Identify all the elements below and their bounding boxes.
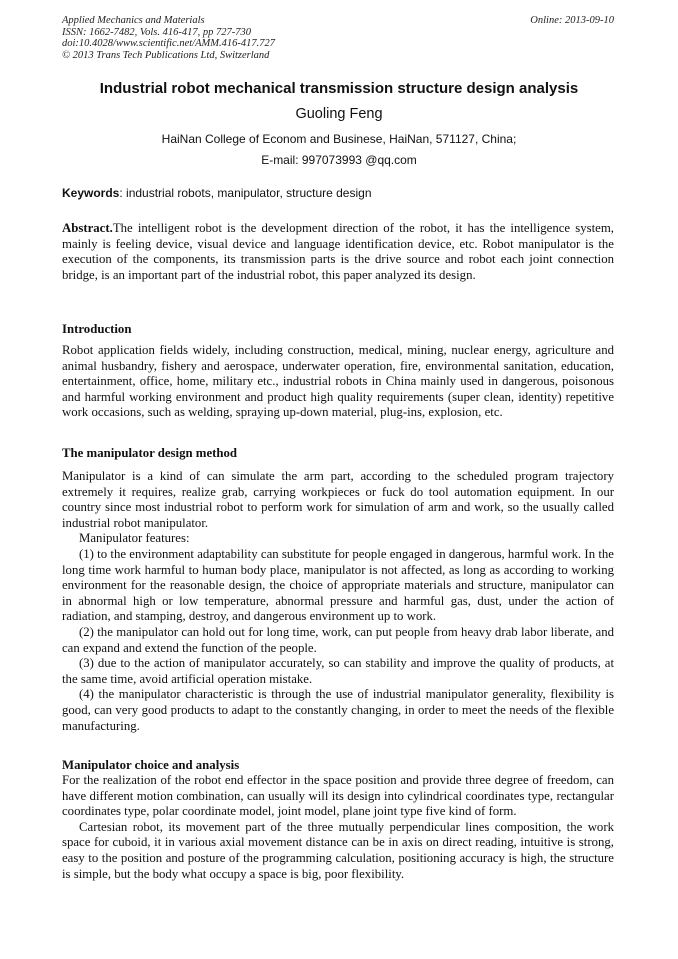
doi-line[interactable]: doi:10.4028/www.scientific.net/AMM.416-417.727 [62,38,275,50]
keywords [62,185,614,201]
copyright-line: © 2013 Trans Tech Publications Ltd, Switzerland [62,49,270,61]
choice-heading: Manipulator choice and analysis [62,758,240,772]
affiliation: HaiNan College of Econom and Businese, HaiNan, 571127, China; [161,132,517,146]
email[interactable]: E-mail: 997073993 @qq.com [261,153,417,167]
abstract-text: The intelligent robot is the development direction of the robot, it has the intelligence system, mainly is feeling device, visual device and language identification device, etc. Robot manipulator is the execution of the components, its transmission parts is the drive source and robot each joint connection bridge, is an important part of the industrial robot, this paper analyzed its design. [62,221,614,282]
choice-paragraph-1: For the realization of the robot end effector in the space position and provide three degree of freedom, can have different motion combination, can usually will its design into cylindrical coordinates type, rectangular coordinates type, polar coordinate model, joint model, plane joint type five kind of form. [62,773,614,819]
paper-title: Industrial robot mechanical transmission structure design analysis [99,80,579,97]
introduction-heading: Introduction [62,322,132,336]
choice-paragraph-2: Cartesian robot, its movement part of the three mutually perpendicular lines composition, the work space for cuboid, it in various axial movement distance can be in axis on direct reading, intuitive is strong, easy to the position and posture of the programming calculation, positioning accuracy is high, the structure is simple, but the body what occupy a space is big, poor flexibility. [62,819,614,881]
keywords-label: Keywords [62,186,120,200]
keywords-text: : industrial robots, manipulator, structure design [119,186,372,200]
design-paragraph-2: Manipulator features: [79,531,190,546]
online-date: Online: 2013-09-10 [530,15,614,26]
design-paragraph-5: (3) due to the action of manipulator accurately, so can stability and improve the quality of products, at the same time, avoid artificial operation mistake. [62,656,614,686]
author-name: Guoling Feng [295,106,383,122]
issn-line: ISSN: 1662-7482, Vols. 416-417, pp 727-730 [62,26,251,38]
design-paragraph-1: Manipulator is a kind of can simulate the arm part, according to the scheduled program trajectory extremely it requires, realize grab, carrying workpieces or fuck do tool automation equipment. In our country since most industrial robot to perform work for simulation of arm and work, so the usually called industrial robot manipulator. [62,469,614,530]
introduction-paragraph: Robot application fields widely, including construction, medical, mining, nuclear energy, agriculture and animal husbandry, fishery and aerospace, underwater operation, fire, environmental sanitation, education, entertainment, office, home, military etc., industrial robots in China mainly used in dangerous, poisonous and harmful working environment and product high quality requirements (super clean, identity) repetitive work occasions, such as welding, spraying up-down material, plug-ins, explosion, etc. [62,343,614,420]
journal-name: Applied Mechanics and Materials [62,15,205,26]
design-paragraph-6: (4) the manipulator characteristic is through the use of industrial manipulator generality, flexibility is good, can very good products to adapt to the constantly changing, in order to meet the needs of the flexible manufacturing. [62,687,614,733]
introduction-body [62,343,614,421]
design-method-heading: The manipulator design method [62,446,238,460]
abstract-label: Abstract. [62,221,113,235]
design-paragraph-4: (2) the manipulator can hold out for long time, work, can put people from heavy drab labor liberate, and can expand and extend the function of the people. [62,624,614,655]
abstract [62,221,614,283]
choice-body [62,773,614,882]
design-method-body [62,469,614,734]
journal-header [62,15,275,61]
design-paragraph-3: (1) to the environment adaptability can substitute for people engaged in dangerous, harmful work. In the long time work harmful to human body place, manipulator is not affected, as long as according to working environment for the reasonable design, the choice of appropriate materials and structure, manipulator can in abnormal high or low temperature, abnormal pressure and harmful gas, dust, under the action of radiation, and stamping, destroy, and dangerous environment up to work. [62,546,614,624]
